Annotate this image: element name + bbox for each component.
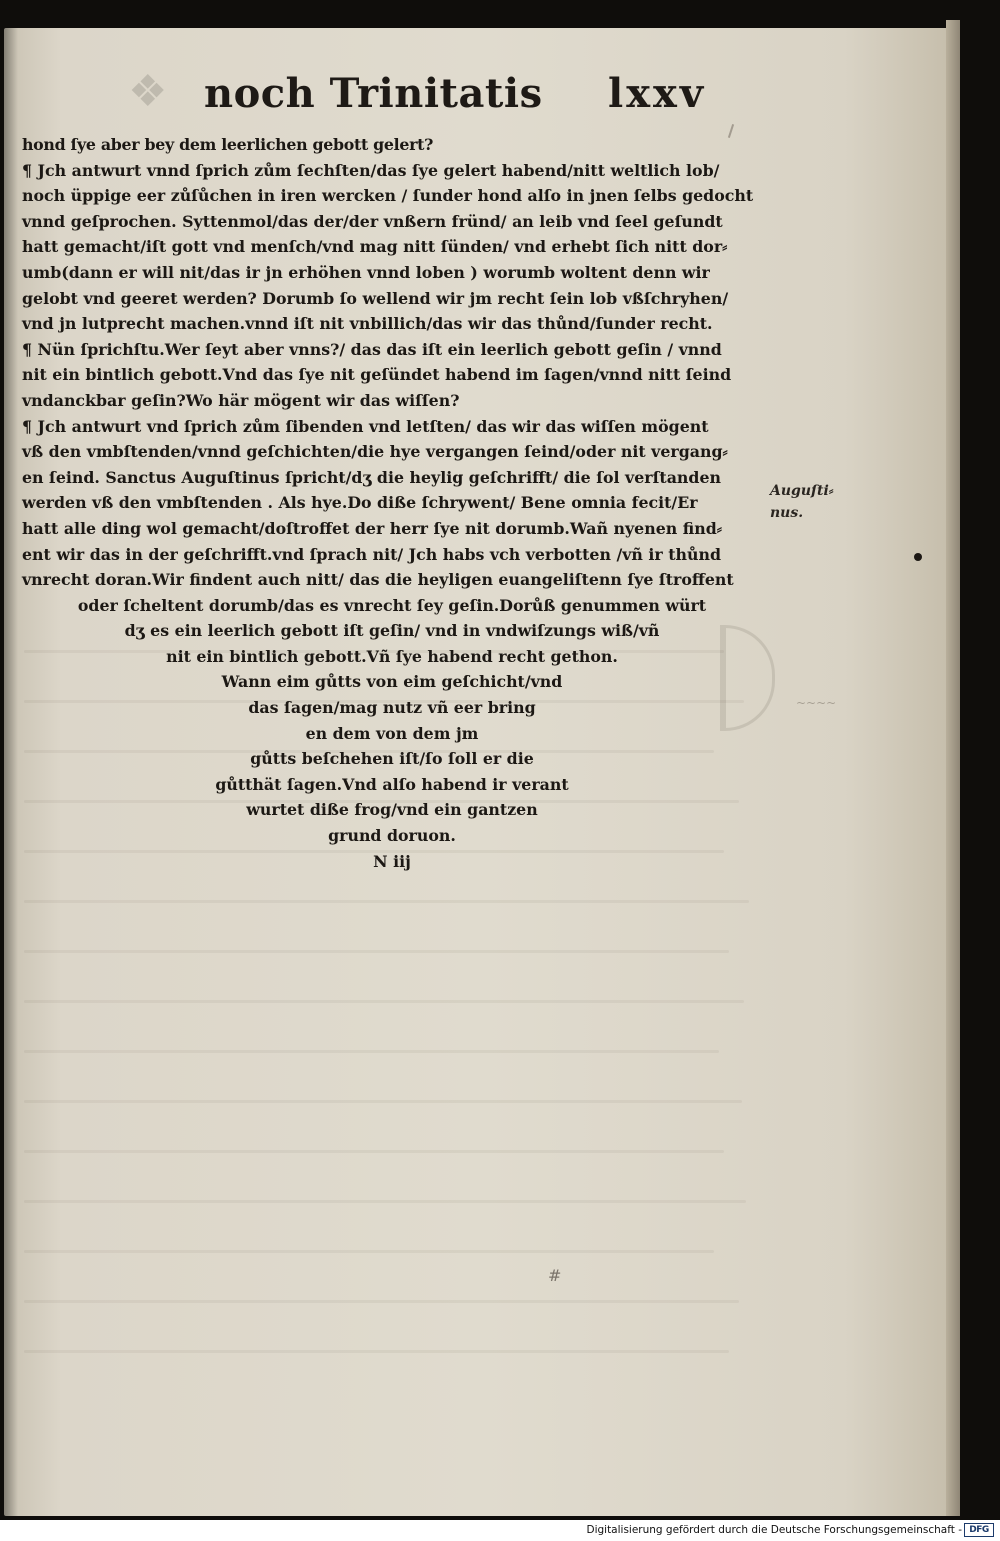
text-line: vß den vmbſtenden/vnnd geſchichten/die hye vergangen ſeind/oder nit vergang⸗ [22, 442, 728, 462]
main-text-block [22, 132, 762, 874]
text-line: ¶ Jch antwurt vnnd ſprich zům ſechſten/das ſye gelert habend/nitt weltlich lob/ [22, 160, 720, 180]
marginal-note-line: Auguſti⸗ [770, 483, 834, 499]
text-line-centered: gůtts beſchehen iſt/ſo ſoll er die [250, 749, 534, 769]
text-line-centered: wurtet diße frog/vnd ein gantzen [246, 800, 538, 820]
text-line: en ſeind. Sanctus Auguſtinus ſpricht/dʒ die heylig geſchrifft/ die ſol verſtanden [22, 467, 721, 487]
text-line-centered: gůtthät ſagen.Vnd alſo habend ir verant [215, 774, 569, 794]
digitization-footer [0, 1520, 1000, 1541]
text-line: vndanckbar geſin?Wo här mögent wir das wiſſen? [22, 390, 460, 410]
text-line-centered: das ſagen/mag nutz vñ eer bring [248, 698, 536, 718]
text-line: ¶ Jch antwurt vnd ſprich zům ſibenden vnd letſten/ das wir das wiſſen mögent [22, 416, 709, 436]
funding-credit: Digitalisierung gefördert durch die Deutsche Forschungsgemeinschaft - [586, 1524, 962, 1536]
folio-number: lxxv [608, 70, 707, 117]
text-line-centered: dʒ es ein leerlich gebott iſt geſin/ vnd in vndwiſzungs wiß/vñ [124, 621, 660, 641]
text-line: hatt alle ding wol gemacht/doſtroffet der herr ſye nit dorumb.Wañ nyenen find⸗ [22, 518, 723, 538]
ink-dot [914, 553, 922, 561]
text-line: hond ſye aber bey dem leerlichen gebott gelert? [22, 135, 434, 154]
text-line: gelobt vnd geeret werden? Dorumb ſo wellend wir jm recht ſein lob vßſchryhen/ [22, 288, 729, 308]
text-line-centered: Wann eim gůtts von eim geſchicht/vnd [221, 672, 563, 692]
running-title: noch Trinitatis [204, 70, 543, 117]
text-line: ent wir das in der geſchrifft.vnd ſprach nit/ Jch habs vch verbotten /vñ ir thůnd [22, 544, 722, 564]
text-line: hatt gemacht/iſt gott vnd menſch/vnd mag nitt ſünden/ vnd erhebt ſich nitt dor⸗ [22, 237, 728, 257]
show-through-ghost: ❖ [128, 66, 168, 117]
page-edge [946, 20, 960, 1516]
text-line: noch üppige eer zůſůchen in iren wercken / ſunder hond alſo in jnen ſelbs gedocht [22, 186, 754, 206]
text-line-centered: en dem von dem jm [305, 723, 479, 743]
text-line: umb(dann er will nit/das ir jn erhöhen vnnd loben ) worumb woltent denn wir [22, 262, 710, 282]
dfg-logo: DFG [964, 1523, 994, 1537]
text-line: vnd jn lutprecht machen.vnnd iſt nit vnbillich/das wir das thůnd/ſunder recht. [22, 314, 713, 334]
text-line-centered: nit ein bintlich gebott.Vñ ſye habend recht gethon. [166, 646, 618, 666]
text-line: vnnd geſprochen. Syttenmol/das der/der vnßern fründ/ an leib vnd ſeel geſundt [22, 211, 723, 231]
show-through-margin-word: ~~~~ [796, 696, 837, 710]
signature-mark: N iij [373, 851, 411, 871]
text-line: vnrecht doran.Wir findent auch nitt/ das die heyligen euangeliſtenn ſye ſtroffent [22, 570, 734, 590]
running-header [120, 66, 740, 126]
smudge-mark: # [548, 1266, 562, 1285]
text-line: ¶ Nün ſprichſtu.Wer ſeyt aber vnns?/ das das iſt ein leerlich gebott geſin / vnnd [22, 339, 722, 359]
marginal-note-line: nus. [770, 505, 804, 521]
gutter-shadow [4, 28, 18, 1516]
text-line-centered: oder ſcheltent dorumb/das es vnrecht ſey geſin.Dorůß genummen würt [77, 595, 707, 615]
text-line-centered: grund doruon. [328, 826, 456, 846]
text-line: werden vß den vmbſtenden . Als hye.Do diße ſchrywent/ Bene omnia fecit/Er [22, 493, 698, 513]
marginal-note [770, 480, 850, 524]
text-line: nit ein bintlich gebott.Vnd das ſye nit geſündet habend im ſagen/vnnd nitt ſeind [22, 365, 732, 385]
